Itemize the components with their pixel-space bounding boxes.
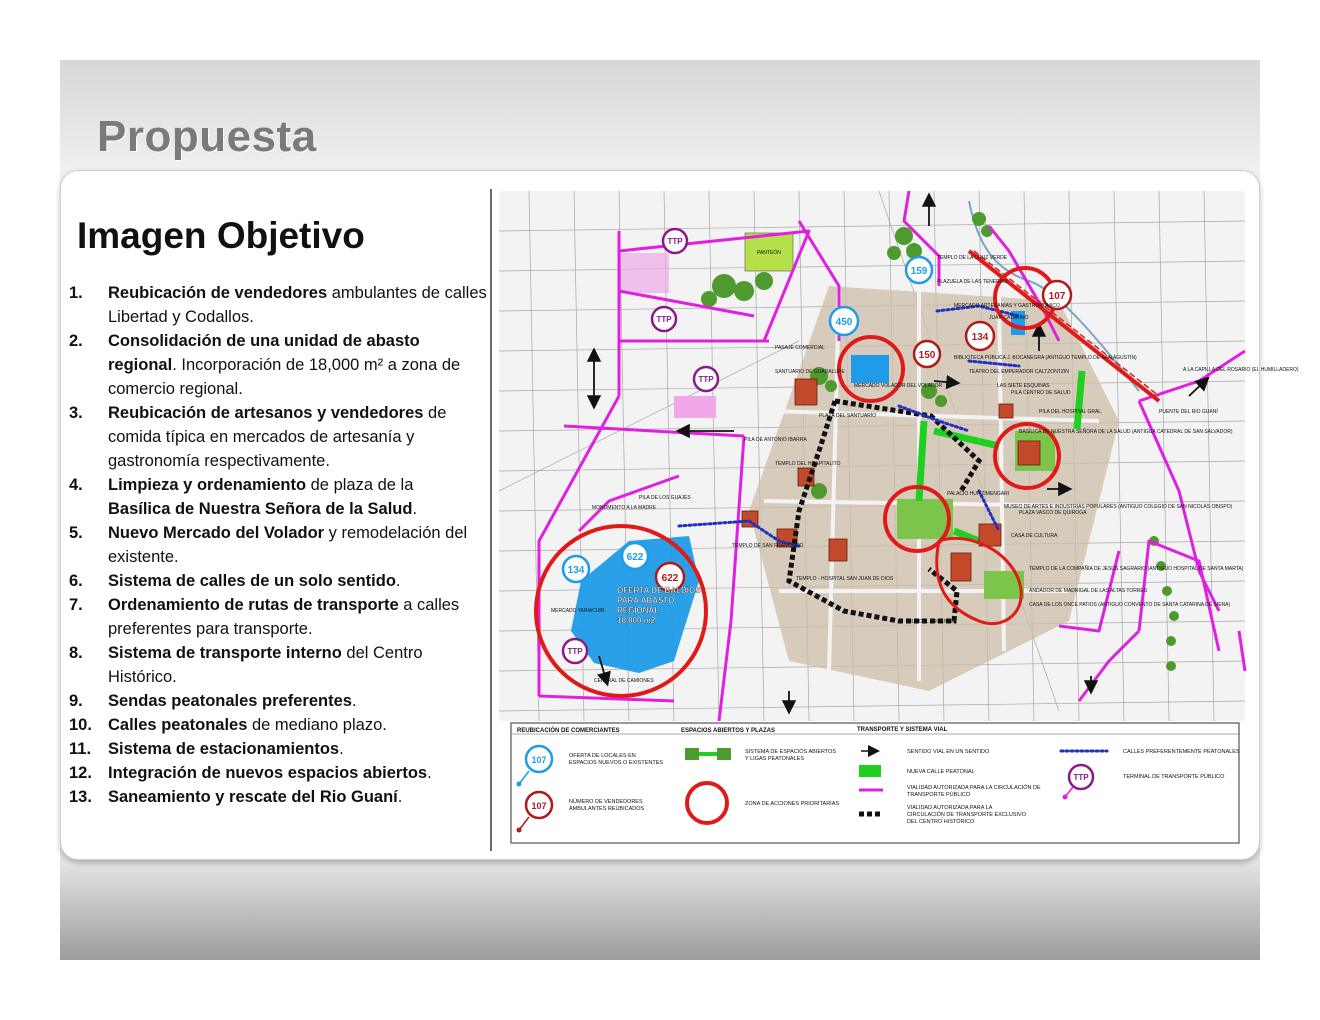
map-label: TEATRO DEL EMPERADOR CALTZONTZIN	[969, 369, 1069, 375]
map-label: PANTEÓN	[757, 250, 781, 256]
map-label: TEMPLO DE LA CRUZ VERDE	[937, 255, 1008, 261]
list-item: 11. Sistema de estacionamientos.	[69, 740, 344, 758]
svg-text:ESPACIOS NUEVOS O EXISTENTES: ESPACIOS NUEVOS O EXISTENTES	[569, 760, 664, 766]
svg-text:OFERTA DE LOCALES EN: OFERTA DE LOCALES EN	[569, 753, 636, 759]
list-item: 10. Calles peatonales de mediano plazo.	[69, 716, 387, 734]
svg-text:18,000 m2: 18,000 m2	[617, 616, 656, 625]
svg-text:OFERTA DE BALDÍOS: OFERTA DE BALDÍOS	[617, 586, 701, 595]
svg-text:CALLES PREFERENTEMENTE PEATONA: CALLES PREFERENTEMENTE PEATONALES	[1123, 749, 1240, 755]
svg-text:Y LIGAS PEATONALES: Y LIGAS PEATONALES	[745, 756, 804, 762]
list-item: 6. Sistema de calles de un solo sentido.	[69, 572, 401, 590]
svg-text:NÚMERO DE VENDEDORES: NÚMERO DE VENDEDORES	[569, 799, 643, 805]
map-label: MERCADO VOLADOR DEL VOLADOR	[854, 383, 943, 389]
map-label: TEMPLO - HOSPITAL SAN JUAN DE DIOS	[796, 576, 894, 582]
slide	[60, 60, 1299, 960]
svg-text:SISTEMA DE ESPACIOS ABIERTOS: SISTEMA DE ESPACIOS ABIERTOS	[745, 749, 837, 755]
map-label: CASA DE LOS ONCE PATIOS (ANTIGUO CONVENTO DE SANTA CATARINA DE SIENA)	[1029, 602, 1231, 608]
map-label: TEMPLO DE SAN FRANCISCO	[732, 543, 804, 549]
map-label: TEMPLO DE LA COMPAÑÍA DE JESÚS SAGRARIO (ANTIGUO HOSPITAL DE SANTA MARTA)	[1029, 566, 1244, 572]
map-label: JUAN CATARINO	[989, 315, 1029, 321]
svg-text:450: 450	[835, 317, 853, 328]
map-label: ANDADOR DE MADRIGAL DE LAS ALTAS TORRES	[1029, 588, 1148, 594]
svg-text:622: 622	[626, 552, 644, 563]
svg-text:107: 107	[531, 755, 547, 765]
svg-text:CIRCULACIÓN DE TRANSPORTE EXCL: CIRCULACIÓN DE TRANSPORTE EXCLUSIVO	[907, 812, 1026, 818]
map-label: PLAZA DEL SANTUARIO	[819, 413, 877, 419]
section-title: Imagen Objetivo	[77, 215, 365, 256]
map-label: MERCADO ARTESANÍAS Y GASTRONÓMICO	[954, 303, 1060, 309]
legend-group-title: TRANSPORTE Y SISTEMA VIAL	[857, 727, 948, 733]
list-item: 13. Saneamiento y rescate del Rio Guaní.	[69, 788, 403, 806]
svg-text:134: 134	[567, 565, 585, 576]
svg-text:TERMINAL DE TRANSPORTE PÚBLICO: TERMINAL DE TRANSPORTE PÚBLICO	[1123, 774, 1225, 780]
map-label: A LA CAPILLA DEL ROSARIO (EL HUMILLADERO)	[1183, 367, 1299, 373]
urban-plan-map	[499, 191, 1299, 851]
svg-text:REGIONAL: REGIONAL	[617, 606, 660, 615]
map-label: CASA DE CULTURA	[1011, 533, 1058, 539]
list-item: 3. Reubicación de artesanos y vendedores de comida típica en mercados de artesanía y gastronomía respectivamente.	[69, 404, 447, 470]
slide-title: Propuesta	[97, 112, 317, 161]
svg-text:TTP: TTP	[667, 237, 683, 246]
svg-text:VIALIDAD AUTORIZADA PARA LA CI: VIALIDAD AUTORIZADA PARA LA CIRCULACIÓN DE	[907, 785, 1041, 791]
map-label: PLAZA VASCO DE QUIROGA	[1019, 510, 1087, 516]
svg-text:107: 107	[1048, 291, 1066, 302]
map-label: PILA DEL ARCÁNGEL	[907, 619, 958, 625]
svg-text:DEL CENTRO HISTÓRICO: DEL CENTRO HISTÓRICO	[907, 819, 975, 825]
map-legend	[511, 723, 1240, 843]
map-label: SANTUARIO DE GUADALUPE	[775, 369, 845, 375]
svg-text:TTP: TTP	[656, 315, 672, 324]
map-label: BIBLIOTECA PÚBLICA J. BOCANEGRA (ANTIGUO TEMPLO DE SAN AGUSTÍN)	[954, 355, 1137, 361]
map-label: LAS SIETE ESQUINAS	[997, 383, 1050, 389]
svg-text:ZONA DE ACCIONES PRIORITARIAS: ZONA DE ACCIONES PRIORITARIAS	[745, 801, 840, 807]
svg-text:AMBULANTES REUBICADOS: AMBULANTES REUBICADOS	[569, 806, 645, 812]
list-item: 1. Reubicación de vendedores ambulantes de calles Libertad y Codallos.	[69, 284, 487, 326]
panel-divider	[490, 189, 492, 851]
content-panel	[60, 170, 1299, 860]
svg-text:NUEVA CALLE PEATONAL: NUEVA CALLE PEATONAL	[907, 769, 975, 775]
legend-pedestrian-street	[859, 765, 881, 777]
legend-group-title: REUBICACIÓN DE COMERCIANTES	[517, 728, 620, 734]
map-label: MERCADO TARIACURI	[551, 608, 605, 614]
list-item: 12. Integración de nuevos espacios abiertos.	[69, 764, 432, 782]
svg-text:TRANSPORTE PÚBLICO: TRANSPORTE PÚBLICO	[907, 792, 971, 798]
list-item: 2. Consolidación de una unidad de abasto regional. Incorporación de 18,000 m² a zona de comercio regional.	[69, 332, 461, 398]
map-label: PILA DEL HOSPITAL GRAL.	[1039, 409, 1103, 415]
badge-value: 159	[910, 266, 928, 277]
svg-text:PARA ABASTO: PARA ABASTO	[617, 596, 675, 605]
map-label: MUSEO DE ARTES E INDUSTRIAS POPULARES (ANTIGUO COLEGIO DE SAN NICOLÁS OBISPO)	[1004, 504, 1233, 510]
map-label: CENTRAL DE CAMIONES	[594, 678, 654, 684]
map-label: PILA DE ANTONIO IBARRA	[744, 437, 807, 443]
svg-text:134: 134	[971, 332, 989, 343]
map-label: BASÍLICA DE NUESTRA SEÑORA DE LA SALUD (ANTIGUA CATEDRAL DE SAN SALVADOR)	[1019, 429, 1233, 435]
map-label: PILA CENTRO DE SALUD	[1011, 390, 1071, 396]
map-label: PUENTE DEL RIO GUANÍ	[1159, 409, 1218, 415]
map-label: PILA DE LOS GUAJES	[639, 495, 691, 501]
list-item: 7. Ordenamiento de rutas de transporte a calles preferentes para transporte.	[69, 596, 460, 638]
svg-text:107: 107	[531, 801, 547, 811]
svg-text:TTP: TTP	[567, 647, 583, 656]
svg-text:SENTIDO VIAL EN UN SENTIDO: SENTIDO VIAL EN UN SENTIDO	[907, 749, 990, 755]
map-label: MONUMENTO A LA MADRE	[592, 505, 657, 511]
map-label: PALACIO HUITZIMENGARI	[947, 491, 1010, 497]
list-item: 5. Nuevo Mercado del Volador y remodelación del existente.	[69, 524, 468, 566]
svg-text:150: 150	[918, 350, 936, 361]
svg-text:TTP: TTP	[698, 375, 714, 384]
map-label: PASAJE COMERCIAL	[775, 345, 825, 351]
legend-open-space	[685, 748, 699, 760]
legend-group-title: ESPACIOS ABIERTOS Y PLAZAS	[681, 728, 776, 734]
map-svg	[499, 191, 1299, 851]
list-item: 8. Sistema de transporte interno del Centro Histórico.	[69, 644, 423, 686]
list-item: 9. Sendas peatonales preferentes.	[69, 692, 357, 710]
svg-text:622: 622	[661, 573, 679, 584]
map-label: TEMPLO DEL HOSPITALITO	[775, 461, 841, 467]
map-label: PLAZUELA DE LAS TENERÍAS	[937, 279, 1008, 285]
svg-text:VIALIDAD AUTORIZADA PARA LA: VIALIDAD AUTORIZADA PARA LA	[907, 805, 993, 811]
list-item: 4. Limpieza y ordenamiento de plaza de la Basílica de Nuestra Señora de la Salud.	[69, 476, 418, 518]
objective-list	[69, 281, 489, 809]
svg-text:TTP: TTP	[1073, 773, 1089, 782]
